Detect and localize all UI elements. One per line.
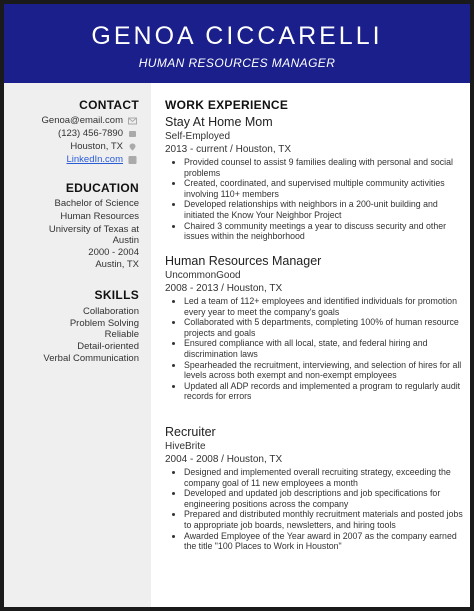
contact-phone	[58, 128, 137, 140]
job-bullet: • Designed and implemented overall recruiting strategy, exceeding the company goal of 11 new employees a month	[184, 467, 465, 488]
email-text: Genoa@email.com	[41, 115, 123, 126]
location-text: Houston, TX	[70, 141, 123, 152]
contact-heading: CONTACT	[79, 98, 139, 112]
skill-item: Collaboration	[83, 306, 139, 317]
skill-item: Verbal Communication	[43, 353, 139, 364]
candidate-name: GENOA CICCARELLI	[91, 22, 383, 50]
skill-item: Reliable	[104, 329, 139, 340]
education-school-cont: Austin	[112, 235, 139, 246]
job-bullet: • Developed and updated job descriptions and job specifications for engineering positions across the company	[184, 488, 465, 509]
candidate-title: HUMAN RESOURCES MANAGER	[138, 56, 336, 70]
location-icon	[128, 143, 137, 151]
phone-icon	[128, 130, 137, 138]
education-degree: Bachelor of Science	[54, 198, 139, 209]
sidebar	[4, 83, 151, 607]
job-bullet: • Updated all ADP records and implemented a program to regularly audit records for errors	[184, 381, 465, 402]
job-company: Self-Employed	[165, 131, 231, 142]
job-dates: 2004 - 2008 / Houston, TX	[165, 454, 283, 465]
job-dates: 2008 - 2013 / Houston, TX	[165, 283, 283, 294]
job-bullet: • Ensured compliance with all local, state, and federal hiring and discrimination laws	[184, 338, 465, 359]
job-title: Stay At Home Mom	[165, 115, 273, 129]
job-entry	[165, 115, 465, 242]
education-dates: 2000 - 2004	[88, 247, 139, 258]
work-experience-heading: WORK EXPERIENCE	[165, 98, 289, 112]
job-company: UncommonGood	[165, 270, 241, 281]
job-bullet: • Provided counsel to assist 9 families dealing with personal and social problems	[184, 157, 465, 178]
linkedin-link[interactable]: LinkedIn.com	[66, 154, 123, 165]
contact-email[interactable]	[42, 115, 137, 127]
job-title: Recruiter	[165, 425, 216, 439]
job-bullet: • Chaired 3 community meetings a year to discuss security and other issues within the neighborhood	[184, 221, 465, 242]
education-major: Human Resources	[60, 211, 139, 222]
job-entry	[165, 425, 465, 552]
skill-item: Detail-oriented	[77, 341, 139, 352]
skills-heading: SKILLS	[94, 288, 139, 302]
education-school: University of Texas at	[48, 224, 139, 235]
job-bullet: • Spearheaded the recruitment, interviewing, and selection of hires for all levels across both exempt and non-exempt employees	[184, 360, 465, 381]
email-icon	[128, 117, 137, 125]
job-bullet: • Awarded Employee of the Year award in 2007 as the company earned the title "100 Places to Work in Houston"	[184, 531, 465, 552]
contact-linkedin[interactable]	[66, 154, 137, 166]
skill-item: Problem Solving	[69, 318, 139, 329]
job-bullets	[165, 157, 465, 242]
job-dates: 2013 - current / Houston, TX	[165, 144, 291, 155]
education-heading: EDUCATION	[65, 181, 139, 195]
phone-text: (123) 456-7890	[58, 128, 123, 139]
job-bullet: • Created, coordinated, and supervised multiple community activities involving 110+ members	[184, 178, 465, 199]
job-bullet: • Led a team of 112+ employees and identified individuals for promotion every year to meet the company's goals	[184, 296, 465, 317]
job-bullets	[165, 296, 465, 402]
job-bullet: • Collaborated with 5 departments, completing 100% of human resource projects and goals	[184, 317, 465, 338]
job-entry	[165, 254, 465, 402]
header-banner	[4, 4, 470, 83]
resume-page	[4, 4, 470, 607]
job-bullet: • Prepared and distributed monthly recruitment materials and posted jobs to appropriate job boards, newsletters, and hiring tools	[184, 509, 465, 530]
job-bullets	[165, 467, 465, 552]
linkedin-icon	[128, 156, 137, 164]
job-title: Human Resources Manager	[165, 254, 322, 268]
job-company: HiveBrite	[165, 441, 206, 452]
contact-location	[70, 141, 137, 153]
education-location: Austin, TX	[95, 259, 139, 270]
job-bullet: • Developed relationships with neighbors in a 200-unit building and initiated the Know Your Neighbor Project	[184, 199, 465, 220]
